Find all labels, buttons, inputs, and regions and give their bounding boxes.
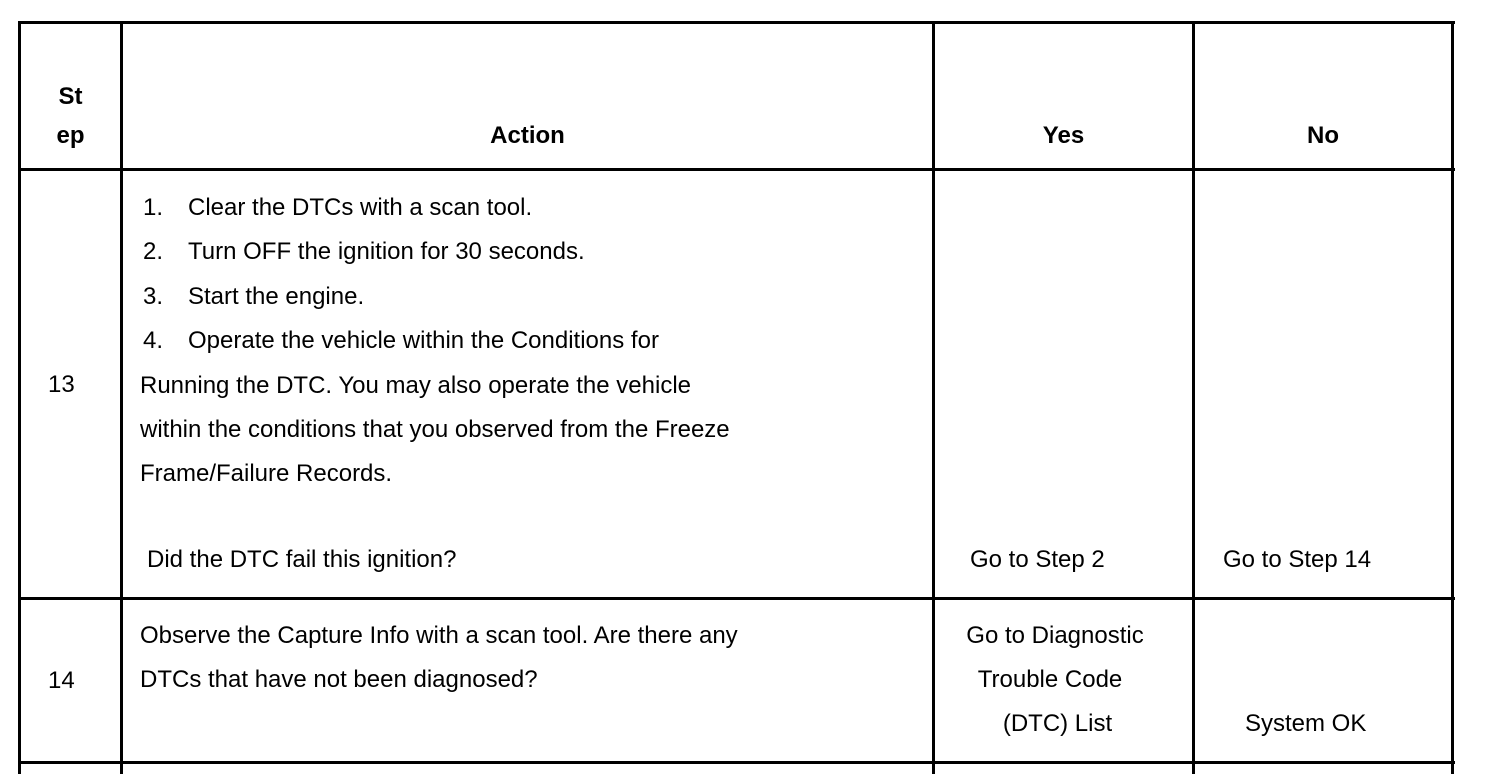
header-bottom-rule xyxy=(18,168,1455,171)
header-no: No xyxy=(1307,122,1339,149)
action-list-text-1: Clear the DTCs with a scan tool. xyxy=(188,194,533,221)
action-list-number-2: 2. xyxy=(143,238,164,265)
action-line-14-1: Observe the Capture Info with a scan tool. Are there any xyxy=(140,622,738,649)
step-number-14: 14 xyxy=(48,667,75,694)
yes-result-14-line-3: (DTC) List xyxy=(1002,710,1113,737)
yes-result-13: Go to Step 2 xyxy=(970,546,1105,573)
action-list-text-3: Start the engine. xyxy=(188,283,365,310)
no-result-13: Go to Step 14 xyxy=(1223,546,1372,573)
table-border-right xyxy=(1451,21,1454,774)
action-list-text-4: Operate the vehicle within the Conditions for xyxy=(188,327,659,354)
action-list-number-4: 4. xyxy=(143,327,164,354)
action-line-14-2: DTCs that have not been diagnosed? xyxy=(140,666,538,693)
step-number-13: 13 xyxy=(48,371,75,398)
header-step-line-2: ep xyxy=(56,122,85,149)
yes-result-14-line-1: Go to Diagnostic xyxy=(966,622,1144,649)
no-result-14: System OK xyxy=(1245,710,1367,737)
table-border-bottom xyxy=(18,761,1455,764)
row-divider xyxy=(18,597,1455,600)
header-yes: Yes xyxy=(1042,122,1085,149)
action-continuation-line-1: Running the DTC. You may also operate the vehicle xyxy=(140,372,692,399)
action-list-text-2: Turn OFF the ignition for 30 seconds. xyxy=(188,238,585,265)
action-question-13: Did the DTC fail this ignition? xyxy=(147,546,457,573)
header-step-line-1: St xyxy=(58,83,83,110)
action-list-number-3: 3. xyxy=(143,283,164,310)
action-continuation-line-3: Frame/Failure Records. xyxy=(140,460,393,487)
action-continuation-line-2: within the conditions that you observed from the Freeze xyxy=(140,416,730,443)
table-border-top xyxy=(18,21,1455,24)
action-list-number-1: 1. xyxy=(143,194,164,221)
yes-result-14-line-2: Trouble Code xyxy=(977,666,1123,693)
header-action: Action xyxy=(490,122,565,149)
